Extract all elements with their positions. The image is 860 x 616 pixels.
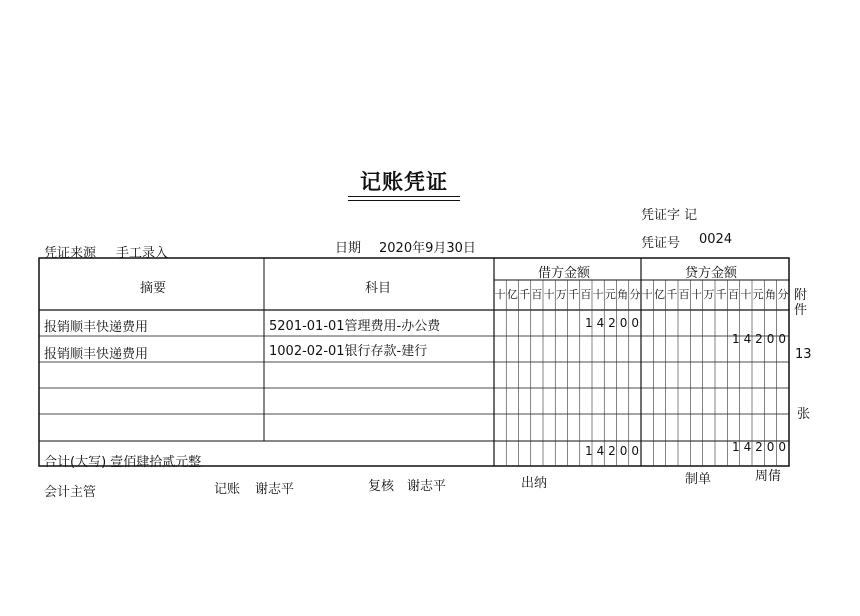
amount-digit: 1 <box>584 316 593 330</box>
amount-digit: 0 <box>631 316 639 330</box>
source-label: 凭证来源 <box>44 246 97 261</box>
debit-unit-label: 百 <box>580 288 592 301</box>
debit-unit-label: 万 <box>555 288 567 301</box>
credit-unit-label: 千 <box>666 288 678 301</box>
attachment-label: 附件 <box>794 288 808 318</box>
credit-unit-label: 元 <box>752 288 764 301</box>
accountant-label: 会计主管 <box>44 485 97 500</box>
debit-unit-label: 千 <box>519 288 531 301</box>
debit-unit-label: 角 <box>617 288 629 301</box>
date-value: 2020年9月30日 <box>379 241 476 256</box>
debit-unit-label: 千 <box>568 288 580 301</box>
voucher-no-label: 凭证号 <box>641 236 681 251</box>
amount-digit: 1 <box>584 444 593 458</box>
credit-unit-label: 百 <box>728 288 739 301</box>
amount-digit: 4 <box>596 444 605 458</box>
credit-unit-label: 亿 <box>654 288 665 301</box>
credit-unit-label: 角 <box>765 288 776 301</box>
amount-digit: 1 <box>731 332 740 346</box>
credit-unit-label: 十 <box>641 288 653 301</box>
row2-summary: 报销顺丰快递费用 <box>44 347 149 362</box>
attachment-count: 13 <box>795 347 812 362</box>
amount-digit: 2 <box>755 440 763 454</box>
reviewer-name: 谢志平 <box>407 479 447 494</box>
amount-digit: 4 <box>743 332 752 346</box>
amount-digit: 0 <box>619 444 628 458</box>
preparer-label: 制单 <box>685 472 712 487</box>
header-credit: 贷方金额 <box>685 266 738 281</box>
credit-unit-label: 百 <box>678 288 690 301</box>
row1-subject: 5201-01-01管理费用-办公费 <box>269 319 441 334</box>
source-value: 手工录入 <box>116 246 169 261</box>
attachment-unit: 张 <box>797 407 811 422</box>
debit-unit-label: 十 <box>592 288 604 301</box>
amount-digit: 0 <box>631 444 639 458</box>
amount-digit: 0 <box>778 440 786 454</box>
amount-digit: 0 <box>619 316 628 330</box>
amount-digit: 0 <box>766 332 775 346</box>
credit-unit-label: 十 <box>740 288 752 301</box>
credit-unit-label: 十 <box>691 288 702 301</box>
bookkeeper-name: 谢志平 <box>255 482 295 497</box>
row1-summary: 报销顺丰快递费用 <box>44 320 149 335</box>
amount-digit: 2 <box>608 444 616 458</box>
debit-unit-label: 十 <box>543 288 555 301</box>
total-credit-amount <box>730 440 788 454</box>
debit-unit-label: 分 <box>629 288 641 301</box>
cashier-label: 出纳 <box>521 476 548 491</box>
voucher-word: 凭证字 记 <box>641 208 698 223</box>
preparer-name: 周倩 <box>755 469 782 484</box>
header-debit: 借方金额 <box>538 266 591 281</box>
amount-digit: 1 <box>731 440 740 454</box>
bookkeeper-label: 记账 <box>214 482 241 497</box>
amount-digit: 4 <box>596 316 605 330</box>
amount-digit: 0 <box>766 440 775 454</box>
row2-credit-amount <box>730 332 788 346</box>
amount-digit: 2 <box>608 316 616 330</box>
reviewer-label: 复核 <box>368 479 395 494</box>
debit-unit-label: 元 <box>604 288 616 301</box>
credit-unit-label: 分 <box>777 288 789 301</box>
debit-unit-label: 亿 <box>506 288 518 301</box>
debit-unit-label: 百 <box>531 288 543 301</box>
amount-digit: 2 <box>755 332 763 346</box>
row1-debit-amount <box>583 316 641 330</box>
header-summary: 摘要 <box>140 281 167 296</box>
date-label: 日期 <box>335 241 362 256</box>
amount-digit: 0 <box>778 332 786 346</box>
credit-unit-label: 千 <box>715 288 727 301</box>
amount-digit: 4 <box>743 440 752 454</box>
credit-unit-label: 万 <box>703 288 715 301</box>
voucher-title: 记账凭证 <box>360 170 448 194</box>
total-debit-amount <box>583 444 641 458</box>
header-subject: 科目 <box>365 281 392 296</box>
total-label: 合计(大写) 壹佰肆拾贰元整 <box>44 455 202 470</box>
debit-unit-label: 十 <box>494 288 506 301</box>
voucher-no-value: 0024 <box>699 232 733 247</box>
row2-subject: 1002-02-01银行存款-建行 <box>269 344 428 359</box>
